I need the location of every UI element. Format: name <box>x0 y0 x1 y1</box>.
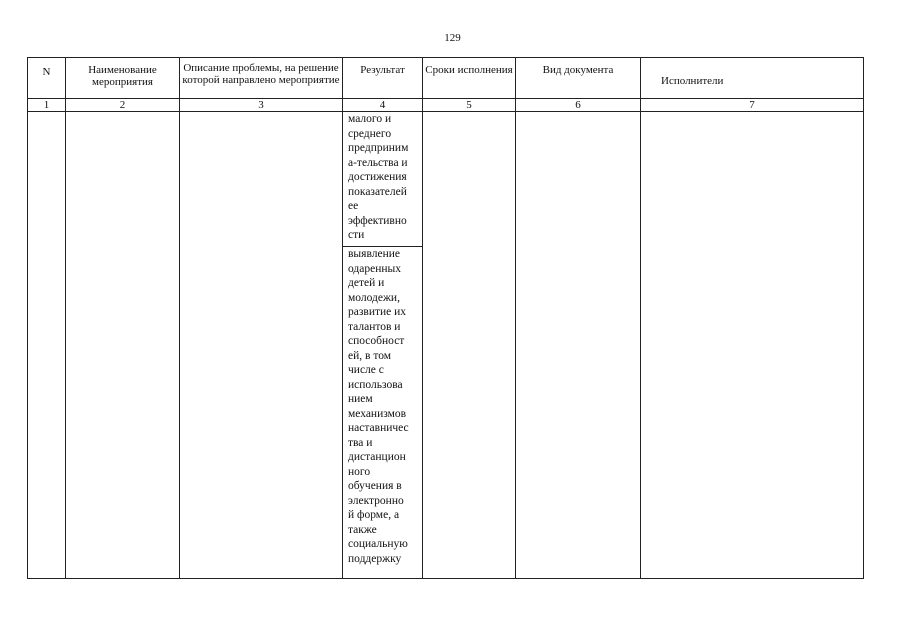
cell-deadlines <box>423 112 516 579</box>
header-measure-name: Наименование мероприятия <box>66 58 180 99</box>
header-problem-description: Описание проблемы, на решение которой направлено мероприятие <box>180 58 343 99</box>
result-text-block: выявление одаренных детей и молодежи, развитие их талантов и способност ей, в том числе с использова нием механизмов наставничес тва и дистанцион ного обучения в электронно й форме, а также социальную поддержку <box>348 248 409 565</box>
column-number: 5 <box>423 99 516 112</box>
table-header-row <box>28 58 864 99</box>
column-number: 6 <box>516 99 641 112</box>
cell-result <box>343 112 423 579</box>
table-row <box>28 112 864 579</box>
column-number: 2 <box>66 99 180 112</box>
measures-table <box>27 57 864 579</box>
header-executors: Исполнители <box>641 58 864 99</box>
cell-problem-description <box>180 112 343 579</box>
result-text-block: малого и среднего предприним а-тельства и достижения показателей ее эффективно сти <box>343 112 422 247</box>
column-number: 4 <box>343 99 423 112</box>
column-number: 3 <box>180 99 343 112</box>
column-number: 1 <box>28 99 66 112</box>
column-number-row <box>28 99 864 112</box>
page-number: 129 <box>444 32 461 44</box>
cell-number <box>28 112 66 579</box>
cell-executors <box>641 112 864 579</box>
header-deadlines: Сроки исполнения <box>423 58 516 99</box>
header-document-type: Вид документа <box>516 58 641 99</box>
cell-document-type <box>516 112 641 579</box>
header-result: Результат <box>343 58 423 99</box>
header-number: N <box>28 58 66 99</box>
column-number: 7 <box>641 99 864 112</box>
cell-measure-name <box>66 112 180 579</box>
